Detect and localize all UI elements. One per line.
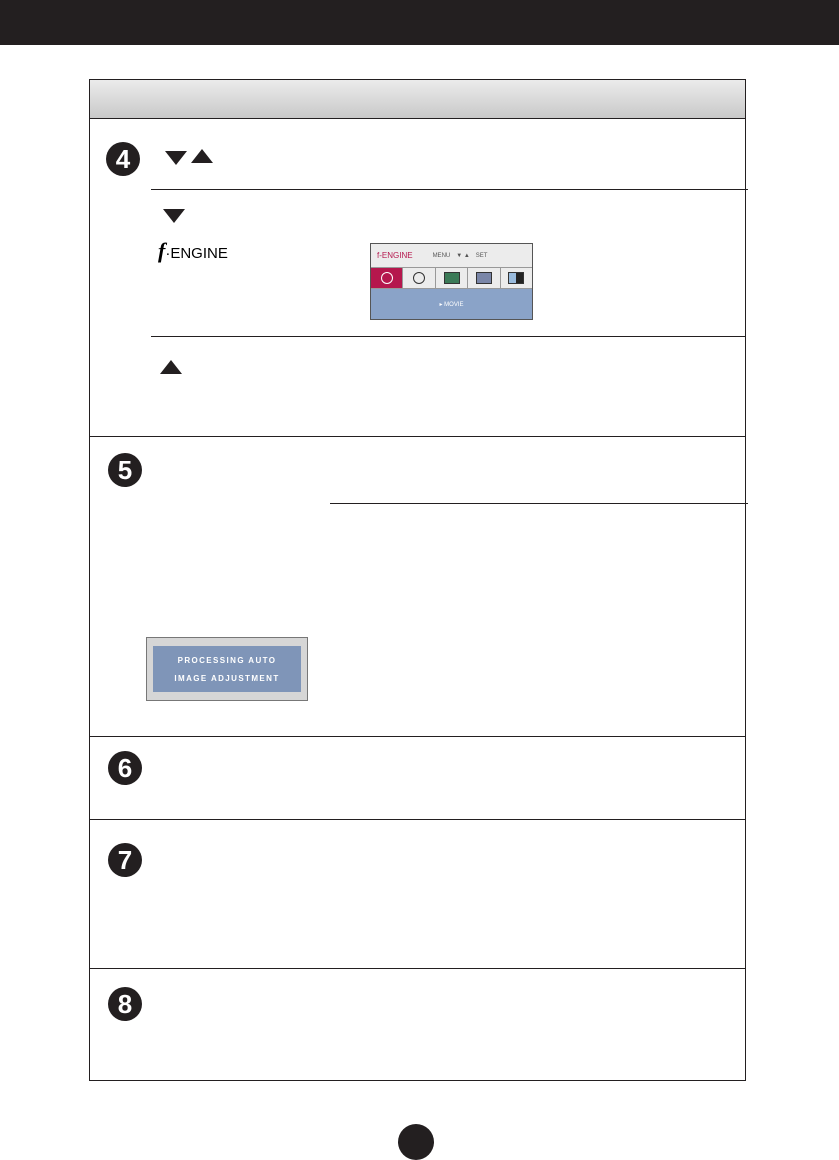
sub-divider: [151, 189, 748, 190]
page-number-marker: [398, 1124, 434, 1160]
row-divider: [89, 819, 746, 820]
header-bar: [0, 0, 839, 45]
osd-arrow-hint: ▼ ▲: [456, 252, 470, 259]
normal-icon: [501, 268, 532, 288]
osd-brand: f-ENGINE: [377, 251, 413, 260]
osd-set-hint: SET: [475, 252, 488, 259]
osd-mode-icons: [371, 267, 532, 289]
step-8-badge: 8: [108, 987, 142, 1021]
user-icon: [468, 268, 500, 288]
button-function-table: [89, 79, 746, 1081]
table-header: [90, 80, 745, 119]
fengine-label: f·ENGINE: [158, 238, 228, 263]
fengine-osd-preview: [370, 243, 533, 320]
processing-line-2: IMAGE ADJUSTMENT: [174, 674, 280, 683]
step-7-badge: 7: [108, 843, 142, 877]
osd-header: [371, 244, 532, 267]
step-5-badge: 5: [108, 453, 142, 487]
row-divider: [89, 968, 746, 969]
internet-icon: [403, 268, 435, 288]
down-arrow-icon: [165, 151, 187, 165]
sub-divider: [151, 336, 746, 337]
step-4-badge: 4: [106, 142, 140, 176]
down-arrow-icon: [163, 209, 185, 223]
processing-panel: [153, 646, 301, 692]
movie-icon: [371, 268, 403, 288]
up-arrow-icon: [191, 149, 213, 163]
sub-divider: [330, 503, 748, 504]
up-arrow-icon: [160, 360, 182, 374]
picture-icon: [436, 268, 468, 288]
row-divider: [89, 736, 746, 737]
processing-line-1: PROCESSING AUTO: [177, 656, 277, 665]
osd-menu-hint: MENU: [432, 252, 451, 259]
step-6-badge: 6: [108, 751, 142, 785]
osd-selected-mode: ▸ MOVIE: [371, 289, 532, 319]
row-divider: [89, 436, 746, 437]
processing-auto-image-adjustment-osd: [146, 637, 308, 701]
